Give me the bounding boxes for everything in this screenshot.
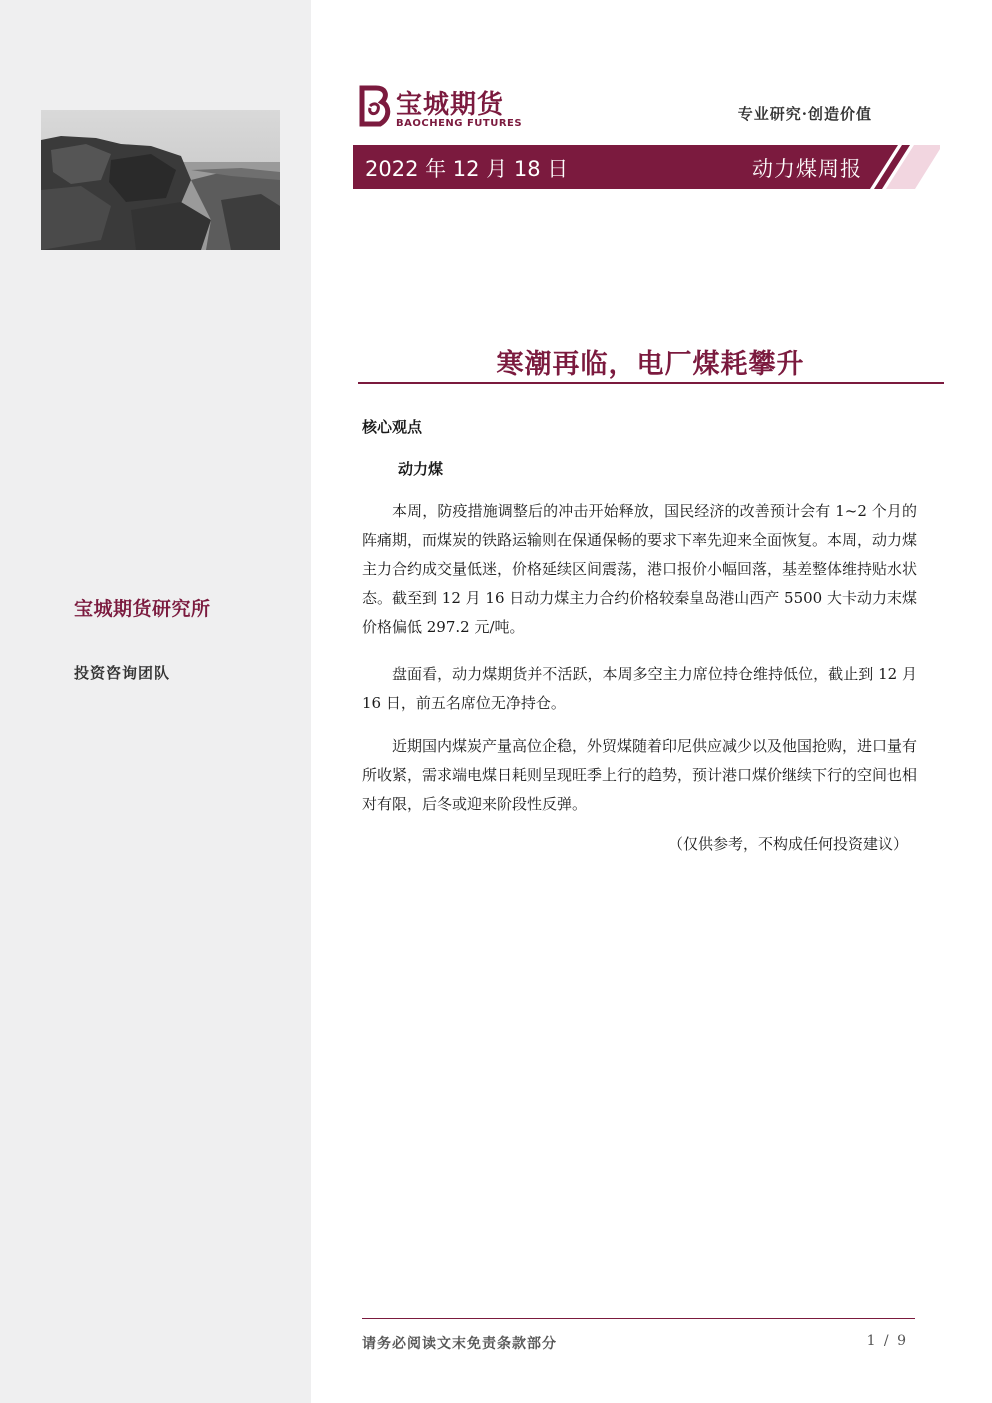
slogan: 专业研究·创造价值 — [737, 105, 872, 123]
report-type: 动力煤周报 — [752, 157, 862, 181]
disclaimer: （仅供参考，不构成任何投资建议） — [667, 835, 908, 853]
paragraph: 盘面看，动力煤期货并不活跃，本周多空主力席位持仓维持低位，截止到 12 月 16 日，前五名席位无净持仓。 — [362, 665, 917, 712]
footer-note: 请务必阅读文末免责条款部分 — [362, 1336, 557, 1352]
logo-chinese-text: 宝城期货 — [396, 90, 505, 120]
report-title: 寒潮再临，电厂煤耗攀升 — [496, 349, 805, 380]
logo-english-text: BAOCHENG FUTURES — [396, 118, 523, 129]
page-number: 1 / 9 — [866, 1333, 908, 1349]
company-logo — [358, 84, 528, 134]
paragraph: 近期国内煤炭产量高位企稳，外贸煤随着印尼供应减少以及他国抢购，进口量有所收紧，需求端电煤日耗则呈现旺季上行的趋势，预计港口煤价继续下行的空间也相对有限，后冬或迎来阶段性反弹。 — [362, 737, 918, 813]
institute-name: 宝城期货研究所 — [74, 598, 211, 620]
team-name: 投资咨询团队 — [74, 664, 171, 682]
sub-heading: 动力煤 — [398, 460, 444, 478]
paragraph: 本周，防疫措施调整后的冲击开始释放，国民经济的改善预计会有 1~2 个月的阵痛期，而煤炭的铁路运输则在保通保畅的要求下率先迎来全面恢复。本周，动力煤主力合约成交量低迷，价格延续区间震荡，港口报价小幅回落，基差整体维持贴水状态。截至到 12 月 16 日动力煤主力合约价格较秦皇岛港山西产 5500 大卡动力末煤价格偏低 297.2 元/吨。 — [362, 502, 918, 636]
coal-image — [41, 110, 280, 250]
logo-b-icon — [358, 84, 392, 132]
report-banner — [353, 145, 940, 189]
title-divider — [358, 382, 944, 384]
coal-photo — [41, 110, 280, 250]
sidebar — [0, 0, 311, 1403]
footer-divider — [362, 1318, 915, 1319]
report-date: 2022 年 12 月 18 日 — [365, 157, 569, 181]
section-heading: 核心观点 — [362, 418, 423, 436]
